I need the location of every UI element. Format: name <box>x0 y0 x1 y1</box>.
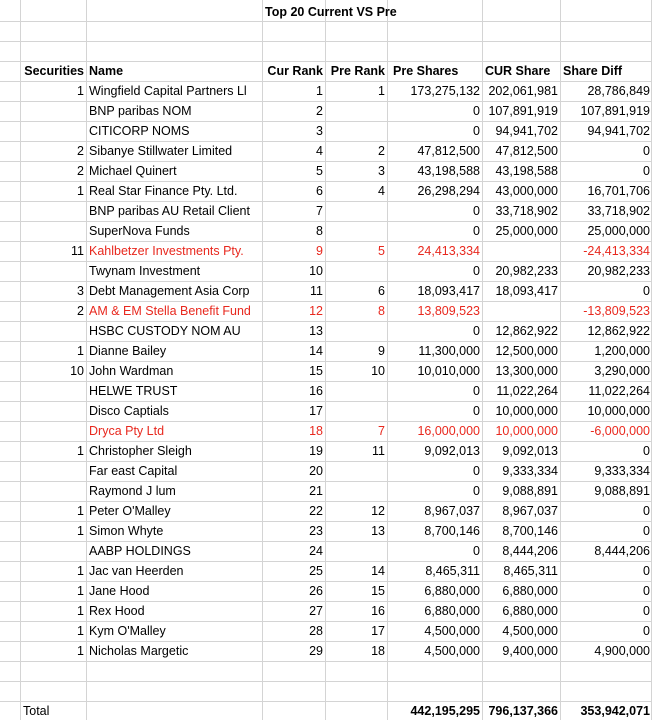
cell-cur-share[interactable]: 4,500,000 <box>502 624 558 638</box>
cell-share-diff[interactable]: 0 <box>643 284 650 298</box>
cell-securities[interactable]: 1 <box>77 564 84 578</box>
cell-pre-shares[interactable]: 0 <box>473 324 480 338</box>
cell-securities[interactable] <box>0 261 86 281</box>
cell-securities[interactable] <box>0 121 86 141</box>
cell-pre-shares[interactable]: 9,092,013 <box>424 444 480 458</box>
cell-pre-rank[interactable] <box>325 201 387 221</box>
cell-name[interactable]: BNP paribas NOM <box>89 104 192 118</box>
cell-cur-rank[interactable]: 3 <box>316 124 323 138</box>
total-label[interactable]: Total <box>23 704 50 718</box>
cell-cur-share[interactable]: 94,941,702 <box>495 124 558 138</box>
cell-securities[interactable]: 1 <box>77 644 84 658</box>
cell-name[interactable]: Kym O'Malley <box>89 624 166 638</box>
cell-securities[interactable]: 1 <box>77 624 84 638</box>
cell-pre-rank[interactable]: 6 <box>378 284 385 298</box>
cell-pre-rank[interactable]: 4 <box>378 184 385 198</box>
cell-share-diff[interactable]: 33,718,902 <box>587 204 650 218</box>
cell-cur-rank[interactable]: 24 <box>309 544 323 558</box>
cell-pre-rank[interactable]: 8 <box>378 304 385 318</box>
cell-share-diff[interactable]: 9,088,891 <box>594 484 650 498</box>
cell-cur-share[interactable]: 8,967,037 <box>502 504 558 518</box>
cell-securities[interactable]: 2 <box>77 164 84 178</box>
cell-share-diff[interactable]: 10,000,000 <box>587 404 650 418</box>
cell-pre-rank[interactable]: 7 <box>378 424 385 438</box>
cell-cur-rank[interactable]: 16 <box>309 384 323 398</box>
cell-pre-rank[interactable] <box>325 381 387 401</box>
cell-share-diff[interactable]: 0 <box>643 584 650 598</box>
cell-pre-shares[interactable]: 16,000,000 <box>417 424 480 438</box>
total-cur-share[interactable]: 796,137,366 <box>488 704 558 718</box>
cell-pre-rank[interactable]: 2 <box>378 144 385 158</box>
cell-securities[interactable]: 1 <box>77 184 84 198</box>
cell-cur-share[interactable]: 8,465,311 <box>503 564 558 578</box>
cell-name[interactable]: Peter O'Malley <box>89 504 171 518</box>
cell-cur-rank[interactable]: 13 <box>309 324 323 338</box>
cell-name[interactable]: BNP paribas AU Retail Client <box>89 204 250 218</box>
cell-cur-share[interactable] <box>482 301 560 321</box>
cell-name[interactable]: Nicholas Margetic <box>89 644 189 658</box>
cell-pre-rank[interactable]: 17 <box>371 624 385 638</box>
cell-cur-share[interactable]: 8,444,206 <box>502 544 558 558</box>
cell-pre-rank[interactable]: 12 <box>371 504 385 518</box>
cell-cur-rank[interactable]: 28 <box>309 624 323 638</box>
cell-pre-shares[interactable]: 0 <box>473 204 480 218</box>
cell-pre-shares[interactable]: 173,275,132 <box>410 84 480 98</box>
cell-securities[interactable]: 1 <box>77 524 84 538</box>
cell-cur-rank[interactable]: 1 <box>316 84 323 98</box>
header-pre-shares[interactable]: Pre Shares <box>393 64 459 78</box>
cell-cur-share[interactable]: 18,093,417 <box>495 284 558 298</box>
cell-securities[interactable] <box>0 381 86 401</box>
cell-pre-shares[interactable]: 24,413,334 <box>417 244 480 258</box>
cell-name[interactable]: Simon Whyte <box>89 524 164 538</box>
cell-pre-shares[interactable]: 6,880,000 <box>424 584 480 598</box>
cell-securities[interactable]: 10 <box>70 364 84 378</box>
header-pre-rank[interactable]: Pre Rank <box>330 64 385 78</box>
cell-share-diff[interactable]: 1,200,000 <box>594 344 650 358</box>
cell-share-diff[interactable]: -13,809,523 <box>583 304 650 318</box>
cell-name[interactable]: Wingfield Capital Partners Ll <box>89 84 247 98</box>
cell-cur-rank[interactable]: 26 <box>309 584 323 598</box>
cell-securities[interactable]: 3 <box>77 284 84 298</box>
cell-securities[interactable]: 11 <box>71 244 84 258</box>
cell-pre-rank[interactable] <box>325 321 387 341</box>
cell-pre-shares[interactable]: 0 <box>473 224 480 238</box>
row-gridline <box>0 681 652 682</box>
cell-cur-rank[interactable]: 15 <box>309 364 323 378</box>
cell-pre-shares[interactable]: 0 <box>473 544 480 558</box>
cell-cur-share[interactable]: 25,000,000 <box>495 224 558 238</box>
cell-cur-rank[interactable]: 6 <box>316 184 323 198</box>
cell-name[interactable]: Debt Management Asia Corp <box>89 284 250 298</box>
cell-securities[interactable] <box>0 421 86 441</box>
cell-securities[interactable] <box>0 401 86 421</box>
cell-cur-share[interactable]: 47,812,500 <box>495 144 558 158</box>
cell-cur-rank[interactable]: 9 <box>316 244 323 258</box>
cell-cur-share[interactable]: 10,000,000 <box>495 424 558 438</box>
cell-securities[interactable]: 1 <box>77 604 84 618</box>
cell-share-diff[interactable]: 0 <box>643 524 650 538</box>
cell-pre-rank[interactable]: 18 <box>371 644 385 658</box>
cell-name[interactable]: CITICORP NOMS <box>89 124 190 138</box>
cell-cur-share[interactable]: 20,982,233 <box>495 264 558 278</box>
cell-cur-rank[interactable]: 27 <box>309 604 323 618</box>
cell-share-diff[interactable]: 0 <box>643 604 650 618</box>
cell-cur-share[interactable]: 202,061,981 <box>488 84 558 98</box>
cell-pre-shares[interactable]: 43,198,588 <box>417 164 480 178</box>
cell-pre-shares[interactable]: 0 <box>473 464 480 478</box>
cell-pre-rank[interactable] <box>325 461 387 481</box>
cell-cur-share[interactable]: 9,092,013 <box>502 444 558 458</box>
cell-share-diff[interactable]: 0 <box>643 504 650 518</box>
cell-cur-rank[interactable]: 19 <box>309 444 323 458</box>
cell-share-diff[interactable]: 0 <box>643 144 650 158</box>
cell-share-diff[interactable]: 20,982,233 <box>587 264 650 278</box>
cell-name[interactable]: Michael Quinert <box>89 164 177 178</box>
cell-name[interactable]: HSBC CUSTODY NOM AU <box>89 324 241 338</box>
cell-share-diff[interactable]: 0 <box>643 164 650 178</box>
cell-cur-rank[interactable]: 29 <box>309 644 323 658</box>
header-securities[interactable]: Securities <box>24 64 84 78</box>
cell-pre-shares[interactable]: 0 <box>473 484 480 498</box>
cell-share-diff[interactable]: 3,290,000 <box>594 364 650 378</box>
cell-cur-share[interactable]: 10,000,000 <box>495 404 558 418</box>
cell-cur-rank[interactable]: 5 <box>316 164 323 178</box>
cell-cur-share[interactable]: 33,718,902 <box>495 204 558 218</box>
cell-cur-rank[interactable]: 7 <box>316 204 323 218</box>
cell-pre-rank[interactable]: 5 <box>378 244 385 258</box>
header-cur-share[interactable]: CUR Share <box>485 64 551 78</box>
cell-cur-rank[interactable]: 8 <box>316 224 323 238</box>
cell-name[interactable]: AM & EM Stella Benefit Fund <box>89 304 251 318</box>
cell-securities[interactable] <box>0 101 86 121</box>
header-name[interactable]: Name <box>89 64 124 78</box>
cell-cur-share[interactable]: 6,880,000 <box>502 604 558 618</box>
cell-cur-share[interactable]: 6,880,000 <box>502 584 558 598</box>
cell-pre-shares[interactable]: 11,300,000 <box>418 344 480 358</box>
cell-cur-rank[interactable]: 12 <box>309 304 323 318</box>
cell-pre-rank[interactable] <box>325 121 387 141</box>
cell-name[interactable]: Dryca Pty Ltd <box>89 424 165 438</box>
cell-securities[interactable]: 1 <box>77 504 84 518</box>
cell-securities[interactable] <box>0 541 86 561</box>
cell-pre-rank[interactable]: 9 <box>378 344 385 358</box>
cell-pre-shares[interactable]: 0 <box>473 104 480 118</box>
cell-cur-share[interactable]: 9,333,334 <box>502 464 558 478</box>
cell-pre-shares[interactable]: 8,465,311 <box>425 564 480 578</box>
cell-pre-shares[interactable]: 0 <box>473 124 480 138</box>
cell-cur-share[interactable]: 11,022,264 <box>496 384 558 398</box>
cell-share-diff[interactable]: 11,022,264 <box>588 384 650 398</box>
cell-name[interactable]: SuperNova Funds <box>89 224 190 238</box>
cell-pre-shares[interactable]: 13,809,523 <box>417 304 480 318</box>
cell-share-diff[interactable]: 0 <box>643 564 650 578</box>
cell-share-diff[interactable]: 9,333,334 <box>594 464 650 478</box>
cell-cur-rank[interactable]: 4 <box>316 144 323 158</box>
cell-cur-share[interactable]: 12,862,922 <box>495 324 558 338</box>
cell-securities[interactable]: 2 <box>77 304 84 318</box>
cell-pre-shares[interactable]: 0 <box>473 264 480 278</box>
cell-cur-share[interactable]: 9,088,891 <box>502 484 558 498</box>
row-gridline <box>0 661 652 662</box>
cell-pre-shares[interactable]: 10,010,000 <box>417 364 480 378</box>
cell-cur-rank[interactable]: 10 <box>309 264 323 278</box>
cell-name[interactable]: Jac van Heerden <box>89 564 184 578</box>
cell-pre-rank[interactable] <box>325 261 387 281</box>
cell-share-diff[interactable]: 12,862,922 <box>587 324 650 338</box>
total-share-diff[interactable]: 353,942,071 <box>580 704 650 718</box>
cell-cur-rank[interactable]: 25 <box>309 564 323 578</box>
cell-name[interactable]: Real Star Finance Pty. Ltd. <box>89 184 238 198</box>
cell-cur-share[interactable]: 12,500,000 <box>495 344 558 358</box>
cell-pre-shares[interactable]: 8,700,146 <box>424 524 480 538</box>
cell-name[interactable]: Raymond J lum <box>89 484 176 498</box>
cell-cur-rank[interactable]: 18 <box>309 424 323 438</box>
total-pre-shares[interactable]: 442,195,295 <box>410 704 480 718</box>
cell-securities[interactable] <box>0 221 86 241</box>
row-gridline <box>0 41 652 42</box>
cell-pre-rank[interactable]: 15 <box>371 584 385 598</box>
cell-cur-rank[interactable]: 14 <box>309 344 323 358</box>
sheet-title[interactable]: Top 20 Current VS Pre <box>265 5 397 19</box>
cell-name[interactable]: Kahlbetzer Investments Pty. <box>89 244 244 258</box>
cell-name[interactable]: Dianne Bailey <box>89 344 167 358</box>
cell-name[interactable]: Twynam Investment <box>89 264 201 278</box>
cell-share-diff[interactable]: -24,413,334 <box>583 244 650 258</box>
cell-name[interactable]: Disco Captials <box>89 404 169 418</box>
cell-name[interactable]: Jane Hood <box>89 584 150 598</box>
cell-cur-rank[interactable]: 2 <box>316 104 323 118</box>
cell-cur-share[interactable]: 107,891,919 <box>488 104 558 118</box>
cell-cur-share[interactable]: 8,700,146 <box>502 524 558 538</box>
header-share-diff[interactable]: Share Diff <box>563 64 623 78</box>
cell-share-diff[interactable]: 107,891,919 <box>580 104 650 118</box>
cell-name[interactable]: John Wardman <box>89 364 174 378</box>
cell-pre-shares[interactable]: 18,093,417 <box>417 284 480 298</box>
cell-securities[interactable] <box>0 321 86 341</box>
cell-name[interactable]: AABP HOLDINGS <box>89 544 191 558</box>
cell-name[interactable]: HELWE TRUST <box>89 384 178 398</box>
cell-pre-shares[interactable]: 4,500,000 <box>424 624 480 638</box>
cell-pre-rank[interactable] <box>325 401 387 421</box>
cell-pre-rank[interactable] <box>325 481 387 501</box>
cell-cur-share[interactable]: 9,400,000 <box>502 644 558 658</box>
cell-pre-rank[interactable]: 10 <box>371 364 385 378</box>
cell-pre-shares[interactable]: 8,967,037 <box>424 504 480 518</box>
cell-name[interactable]: Sibanye Stillwater Limited <box>89 144 233 158</box>
header-cur-rank[interactable]: Cur Rank <box>267 64 323 78</box>
cell-share-diff[interactable]: 0 <box>643 444 650 458</box>
cell-share-diff[interactable]: 28,786,849 <box>587 84 650 98</box>
cell-pre-shares[interactable]: 0 <box>473 384 480 398</box>
cell-cur-rank[interactable]: 17 <box>309 404 323 418</box>
cell-share-diff[interactable]: 94,941,702 <box>587 124 650 138</box>
cell-name[interactable]: Far east Capital <box>89 464 178 478</box>
cell-pre-shares[interactable]: 6,880,000 <box>424 604 480 618</box>
cell-pre-shares[interactable]: 4,500,000 <box>424 644 480 658</box>
cell-securities[interactable]: 1 <box>77 444 84 458</box>
cell-share-diff[interactable]: 16,701,706 <box>587 184 650 198</box>
cell-pre-rank[interactable] <box>325 541 387 561</box>
cell-share-diff[interactable]: 0 <box>643 624 650 638</box>
cell-cur-rank[interactable]: 20 <box>309 464 323 478</box>
cell-securities[interactable] <box>0 201 86 221</box>
cell-cur-share[interactable]: 13,300,000 <box>495 364 558 378</box>
cell-securities[interactable] <box>0 461 86 481</box>
cell-pre-shares[interactable]: 47,812,500 <box>417 144 480 158</box>
cell-securities[interactable]: 1 <box>77 84 84 98</box>
cell-pre-rank[interactable] <box>325 101 387 121</box>
cell-cur-share[interactable] <box>482 241 560 261</box>
cell-name[interactable]: Rex Hood <box>89 604 145 618</box>
cell-pre-rank[interactable]: 1 <box>378 84 385 98</box>
cell-cur-rank[interactable]: 23 <box>309 524 323 538</box>
cell-pre-rank[interactable]: 11 <box>372 444 385 458</box>
cell-cur-rank[interactable]: 22 <box>309 504 323 518</box>
cell-pre-rank[interactable]: 3 <box>378 164 385 178</box>
cell-securities[interactable] <box>0 481 86 501</box>
cell-securities[interactable]: 1 <box>77 584 84 598</box>
cell-share-diff[interactable]: 4,900,000 <box>594 644 650 658</box>
cell-pre-rank[interactable]: 16 <box>371 604 385 618</box>
cell-cur-rank[interactable]: 21 <box>309 484 323 498</box>
cell-share-diff[interactable]: 8,444,206 <box>594 544 650 558</box>
cell-pre-rank[interactable]: 14 <box>371 564 385 578</box>
cell-share-diff[interactable]: -6,000,000 <box>590 424 650 438</box>
cell-securities[interactable]: 1 <box>77 344 84 358</box>
cell-pre-shares[interactable]: 26,298,294 <box>417 184 480 198</box>
cell-pre-shares[interactable]: 0 <box>473 404 480 418</box>
cell-cur-share[interactable]: 43,198,588 <box>495 164 558 178</box>
cell-cur-share[interactable]: 43,000,000 <box>495 184 558 198</box>
cell-pre-rank[interactable]: 13 <box>371 524 385 538</box>
cell-share-diff[interactable]: 25,000,000 <box>587 224 650 238</box>
cell-name[interactable]: Christopher Sleigh <box>89 444 192 458</box>
cell-pre-rank[interactable] <box>325 221 387 241</box>
cell-securities[interactable]: 2 <box>77 144 84 158</box>
cell-cur-rank[interactable]: 11 <box>310 284 323 298</box>
